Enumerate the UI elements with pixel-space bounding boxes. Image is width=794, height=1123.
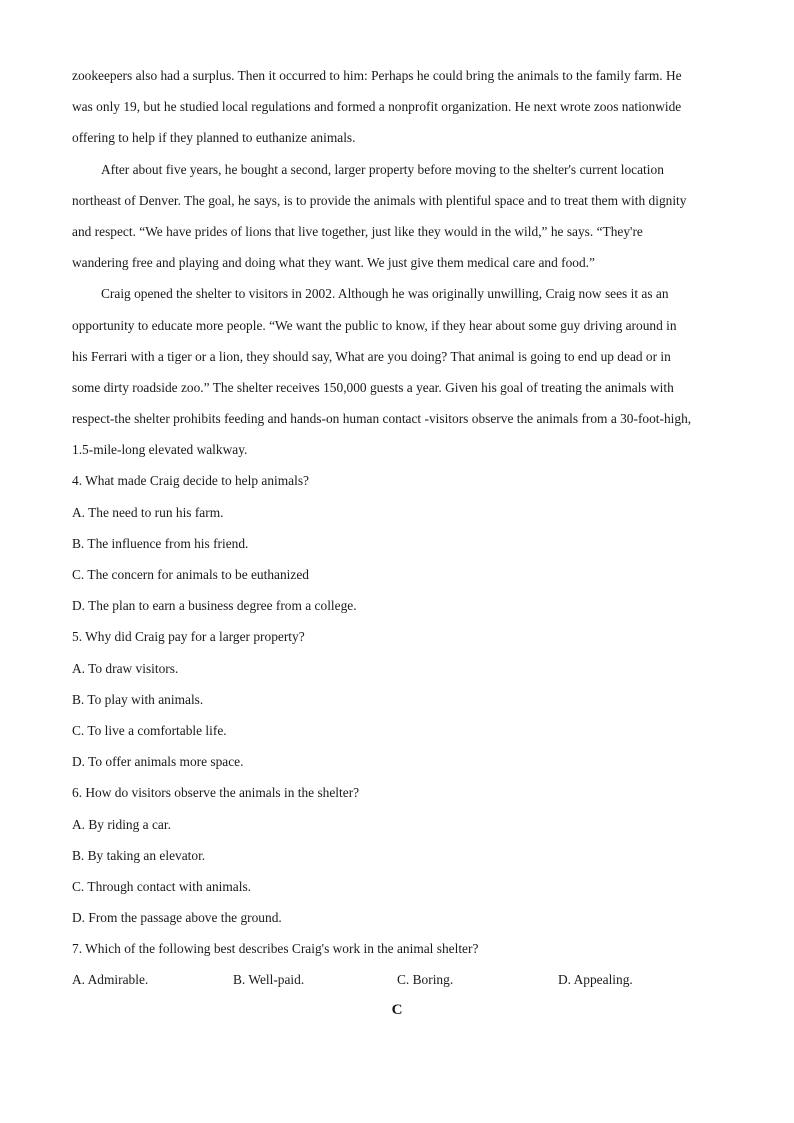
text-line: some dirty roadside zoo.” The shelter receives 150,000 guests a year. Given his goal of treating the animals with <box>72 379 674 395</box>
question-5 <box>72 625 732 781</box>
option-b: B. Well-paid. <box>233 972 305 988</box>
option-a: A. Admirable. <box>72 972 149 988</box>
option-c: C. To live a comfortable life. <box>72 722 227 738</box>
text-line: wandering free and playing and doing what they want. We just give them medical care and food.” <box>72 255 595 271</box>
question-4 <box>72 469 732 625</box>
option-c: C. Through contact with animals. <box>72 878 252 894</box>
text-line: Craig opened the shelter to visitors in 2002. Although he was originally unwilling, Craig now sees it as an <box>101 286 669 302</box>
text-line: zookeepers also had a surplus. Then it occurred to him: Perhaps he could bring the animals to the family farm. He <box>72 68 682 83</box>
question-7 <box>72 937 732 999</box>
options-row <box>72 968 732 999</box>
question-stem: 4. What made Craig decide to help animals? <box>72 473 309 489</box>
text-line: offering to help if they planned to euthanize animals. <box>72 130 356 146</box>
document-page <box>72 64 732 1000</box>
question-stem: 7. Which of the following best describes Craig's work in the animal shelter? <box>72 941 479 957</box>
text-line: was only 19, but he studied local regulations and formed a nonprofit organization. He next wrote zoos nationwide <box>72 99 682 115</box>
question-stem: 5. Why did Craig pay for a larger property? <box>72 629 305 645</box>
text-line: northeast of Denver. The goal, he says, is to provide the animals with plentiful space and to treat them with dignity <box>72 192 687 208</box>
text-line: After about five years, he bought a second, larger property before moving to the shelter's current location <box>101 161 664 177</box>
question-6 <box>72 781 732 937</box>
section-heading: C <box>391 1002 403 1018</box>
option-d: D. To offer animals more space. <box>72 754 244 770</box>
option-c: C. The concern for animals to be euthanized <box>72 567 309 582</box>
text-line: respect-the shelter prohibits feeding and hands-on human contact -visitors observe the animals from a 30-foot-high, <box>72 411 692 427</box>
option-d: D. Appealing. <box>558 972 633 988</box>
text-line: his Ferrari with a tiger or a lion, they should say, What are you doing? That animal is going to end up dead or in <box>72 348 671 364</box>
option-d: D. The plan to earn a business degree from a college. <box>72 598 357 614</box>
option-a: A. The need to run his farm. <box>72 504 224 520</box>
text-line: 1.5-mile-long elevated walkway. <box>72 442 248 458</box>
option-b: B. The influence from his friend. <box>72 535 249 551</box>
option-a: A. By riding a car. <box>72 816 171 832</box>
text-line: opportunity to educate more people. “We want the public to know, if they hear about some guy driving around in <box>72 317 677 333</box>
option-b: B. By taking an elevator. <box>72 847 206 863</box>
option-a: A. To draw visitors. <box>72 660 179 676</box>
option-c: C. Boring. <box>397 972 454 988</box>
question-stem: 6. How do visitors observe the animals in the shelter? <box>72 785 360 801</box>
passage-paragraph-3 <box>72 282 732 469</box>
option-d: D. From the passage above the ground. <box>72 910 282 926</box>
option-b: B. To play with animals. <box>72 691 204 707</box>
text-line: and respect. “We have prides of lions that live together, just like they would in the wild,” he says. “They're <box>72 223 643 239</box>
passage-paragraph-1 <box>72 64 732 158</box>
passage-paragraph-2 <box>72 158 732 283</box>
